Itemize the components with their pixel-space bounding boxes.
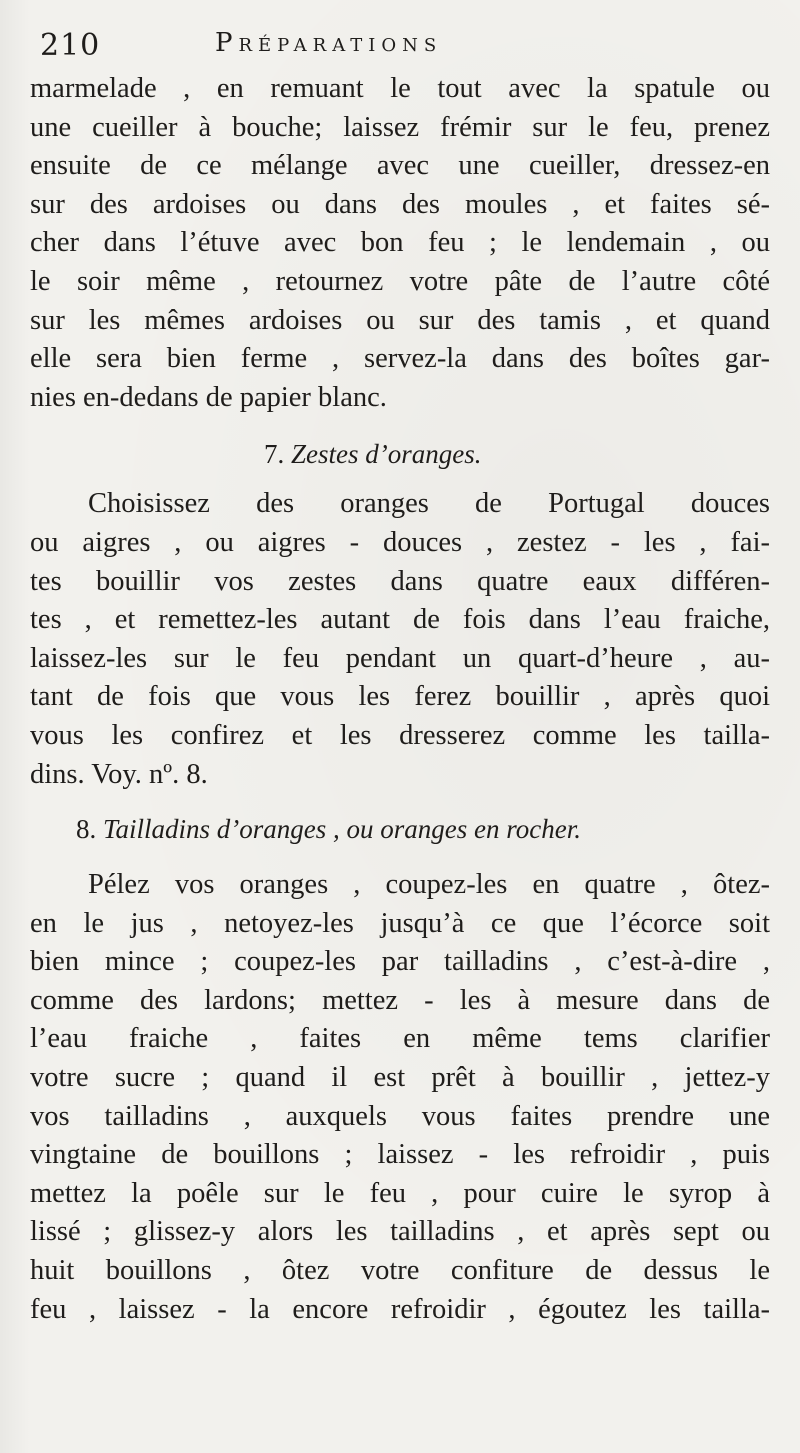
text-line: bien mince ; coupez-les par tailladins , c’est-à-dire , <box>30 946 770 978</box>
text-line: le soir même , retournez votre pâte de l’autre côté <box>30 265 770 297</box>
text-line: Pélez vos oranges , coupez-les en quatre , ôtez- <box>88 869 770 901</box>
section-heading <box>30 802 770 856</box>
text-line: comme des lardons; mettez - les à mesure dans de <box>30 984 770 1016</box>
text-line: ensuite de ce mélange avec une cueiller, dressez-en <box>30 150 770 182</box>
text-line: feu , laissez - la encore refroidir , égoutez les tailla- <box>30 1293 770 1325</box>
section-title: Tailladins d’oranges , ou oranges en rocher. <box>103 814 582 845</box>
body-text <box>30 70 770 1329</box>
text-line: vous les confirez et les dresserez comme les tailla- <box>30 719 770 751</box>
text-line: elle sera bien ferme , servez-la dans des boîtes gar- <box>30 343 770 375</box>
text-line: lissé ; glissez-y alors les tailladins , et après sept ou <box>30 1216 770 1248</box>
section-heading <box>30 427 770 481</box>
section-title: Zestes d’oranges. <box>291 439 482 470</box>
text-line: Choisissez des oranges de Portugal douces <box>88 488 770 520</box>
text-line: marmelade , en remuant le tout avec la spatule ou <box>30 73 770 104</box>
page-header <box>40 22 580 66</box>
text-line: tes , et remettez-les autant de fois dans l’eau fraiche, <box>30 604 770 636</box>
text-line: l’eau fraiche , faites en même tems clarifier <box>30 1023 770 1055</box>
paragraph <box>30 70 770 417</box>
text-line: huit bouillons , ôtez votre confiture de dessus le <box>30 1255 770 1287</box>
text-line: sur les mêmes ardoises ou sur des tamis , et quand <box>30 304 770 336</box>
text-line: tant de fois que vous les ferez bouillir , après quoi <box>30 681 770 713</box>
text-line: votre sucre ; quand il est prêt à bouillir , jettez-y <box>30 1062 770 1094</box>
text-line: mettez la poêle sur le feu , pour cuire le syrop à <box>30 1177 770 1209</box>
section-number: 7. <box>264 439 285 470</box>
text-line: en le jus , netoyez-les jusqu’à ce que l’écorce soit <box>30 907 770 939</box>
text-line: une cueiller à bouche; laissez frémir sur le feu, prenez <box>30 111 770 143</box>
page-number: 210 <box>40 28 101 63</box>
text-line: vingtaine de bouillons ; laissez - les refroidir , puis <box>30 1139 770 1171</box>
paragraph <box>30 485 770 794</box>
paragraph <box>30 866 770 1329</box>
text-line: nies en-dedans de papier blanc. <box>30 381 387 413</box>
text-line: dins. Voy. nº. 8. <box>30 758 208 790</box>
text-line: vos tailladins , auxquels vous faites prendre une <box>30 1100 770 1132</box>
running-head: Préparations <box>215 28 443 58</box>
section-number: 8. <box>76 814 97 845</box>
text-line: laissez-les sur le feu pendant un quart-d’heure , au- <box>30 642 770 674</box>
text-line: sur des ardoises ou dans des moules , et faites sé- <box>30 188 770 220</box>
text-line: tes bouillir vos zestes dans quatre eaux différen- <box>30 565 770 597</box>
text-line: cher dans l’étuve avec bon feu ; le lendemain , ou <box>30 227 770 259</box>
text-line: ou aigres , ou aigres - douces , zestez - les , fai- <box>30 526 770 558</box>
